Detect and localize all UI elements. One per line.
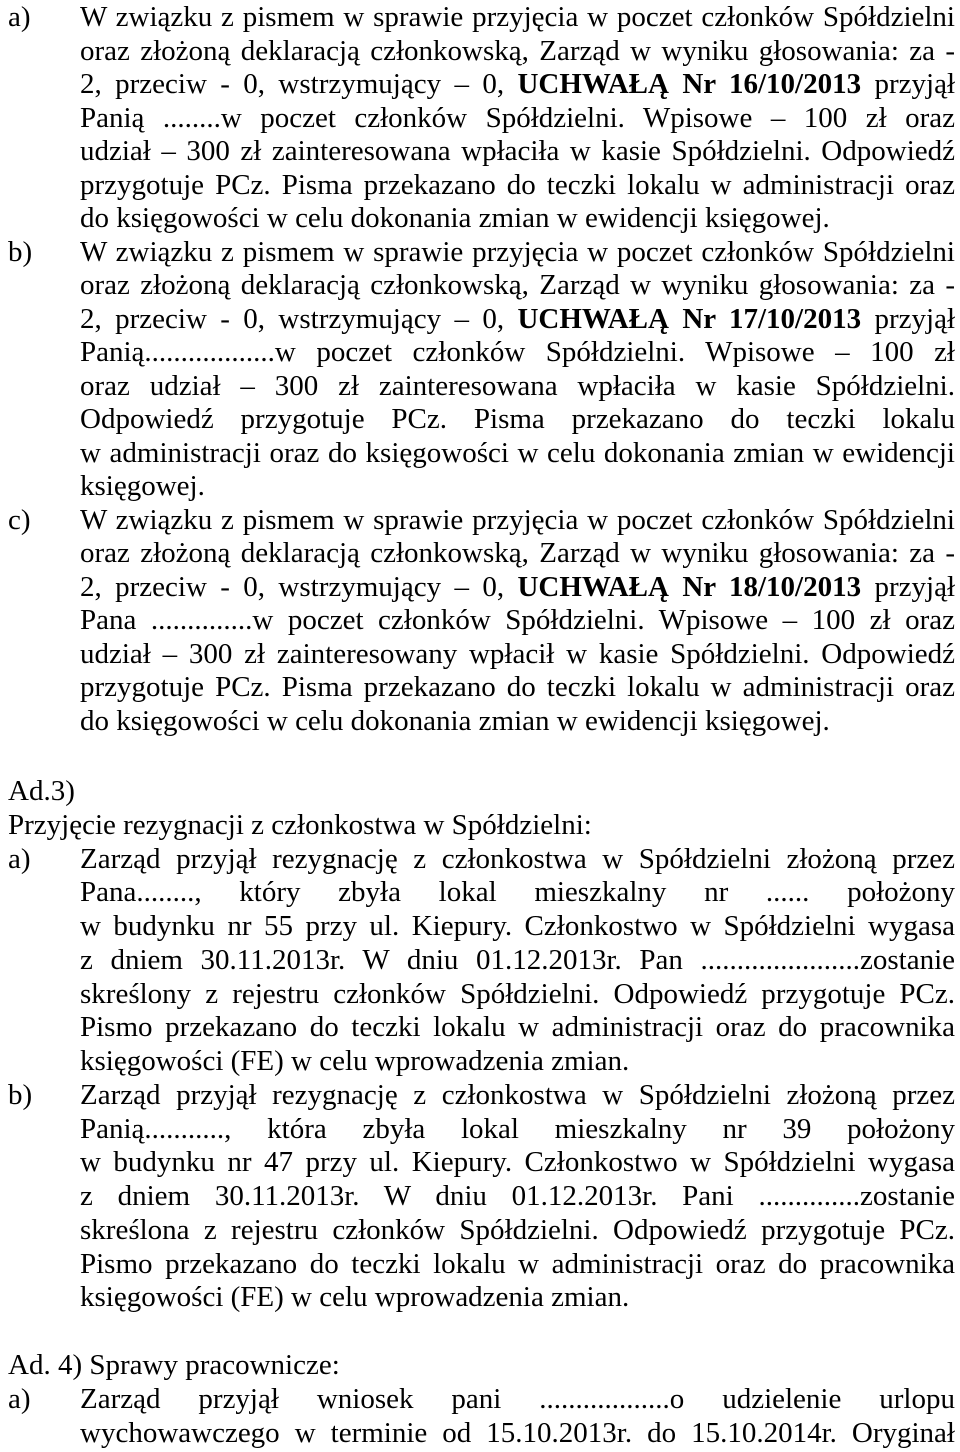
blank-line — [8, 738, 955, 775]
text-fragment: 2, przeciw - 0, wstrzymujący – 0, — [80, 68, 505, 101]
item-text — [80, 843, 955, 1079]
text-line: skreślona z rejestru członków Spółdzielni. Odpowiedź przygotuje PCz. — [80, 1213, 955, 1246]
text-line: Panią ........w poczet członków Spółdzielni. Wpisowe – 100 zł oraz — [80, 101, 955, 134]
text-line: w budynku nr 55 przy ul. Kiepury. Członkostwo w Spółdzielni wygasa — [80, 910, 955, 943]
item-label: a) — [8, 1, 31, 33]
resignation-item-a — [8, 843, 955, 1079]
text-line: oraz złożoną deklaracją członkowską, Zarząd w wyniku głosowania: za - — [80, 34, 955, 67]
item-label: a) — [8, 842, 31, 875]
item-text — [80, 236, 955, 504]
text-line: udział – 300 zł zainteresowana wpłaciła w kasie Spółdzielni. Odpowiedź — [80, 135, 955, 168]
text-line: Zarząd przyjął rezygnację z członkostwa w Spółdzielni złożoną przez — [80, 1078, 955, 1111]
text-line: W związku z pismem w sprawie przyjęcia w poczet członków Spółdzielni — [80, 1, 955, 33]
admission-item-c — [8, 504, 955, 739]
text-line — [80, 68, 955, 102]
text-line: z dniem 30.11.2013r. W dniu 01.12.2013r. Pani ..............zostanie — [80, 1180, 955, 1213]
text-fragment: 2, przeciw - 0, wstrzymujący – 0, — [80, 302, 505, 335]
text-line: W związku z pismem w sprawie przyjęcia w poczet członków Spółdzielni — [80, 235, 955, 268]
text-line: oraz udział – 300 zł zainteresowana wpłaciła w kasie Spółdzielni. — [80, 369, 955, 402]
section-heading-ad3: Ad.3) — [8, 775, 75, 808]
item-text — [80, 504, 955, 739]
text-fragment: przyjął — [874, 302, 955, 335]
admission-item-a — [8, 1, 955, 236]
text-line — [80, 303, 955, 337]
section-title: Przyjęcie rezygnacji z członkostwa w Spółdzielni: — [8, 808, 592, 841]
admissions-section — [8, 1, 955, 738]
text-line: do księgowości w celu dokonania zmian w ewidencji księgowej. — [80, 704, 830, 737]
text-line: księgowości (FE) w celu wprowadzenia zmian. — [80, 1281, 630, 1314]
item-label: b) — [8, 1078, 33, 1111]
resignation-item-b — [8, 1079, 955, 1315]
staff-item-a — [8, 1383, 955, 1451]
admission-item-b — [8, 236, 955, 504]
text-line: Pana ..............w poczet członków Spółdzielni. Wpisowe – 100 zł oraz — [80, 604, 955, 637]
item-text — [80, 1383, 955, 1451]
item-label: b) — [8, 235, 33, 268]
item-label: a) — [8, 1382, 31, 1415]
text-line: Panią..................w poczet członków Spółdzielni. Wpisowe – 100 zł — [80, 336, 955, 369]
text-fragment: 2, przeciw - 0, wstrzymujący – 0, — [80, 570, 505, 603]
text-line: Pana........, który zbyła lokal mieszkalny nr ...... położony — [80, 876, 955, 909]
text-line: do księgowości w celu dokonania zmian w ewidencji księgowej. — [80, 202, 830, 235]
text-fragment: przyjął — [874, 68, 955, 101]
text-fragment: przyjął — [874, 570, 955, 603]
section-heading-ad4: Ad. 4) Sprawy pracownicze: — [8, 1349, 340, 1382]
ad4-section — [8, 1349, 955, 1450]
text-line: wychowawczego w terminie od 15.10.2013r. do 15.10.2014r. Oryginał — [80, 1416, 955, 1449]
blank-line — [8, 1315, 955, 1349]
text-line: w administracji oraz do księgowości w celu dokonania zmian w ewidencji — [80, 436, 955, 469]
item-text — [80, 1, 955, 236]
text-line: Zarząd przyjął wniosek pani ..................o udzielenie urlopu — [80, 1382, 955, 1415]
resolution-number: UCHWAŁĄ Nr 18/10/2013 — [517, 570, 862, 603]
text-line: udział – 300 zł zainteresowany wpłacił w kasie Spółdzielni. Odpowiedź — [80, 637, 955, 670]
resolution-number: UCHWAŁĄ Nr 16/10/2013 — [517, 68, 862, 101]
text-line: W związku z pismem w sprawie przyjęcia w poczet członków Spółdzielni — [80, 503, 955, 536]
text-line: Zarząd przyjął rezygnację z członkostwa w Spółdzielni złożoną przez — [80, 842, 955, 875]
text-line: księgowej. — [80, 470, 205, 503]
text-line: księgowości (FE) w celu wprowadzenia zmian. — [80, 1045, 630, 1078]
resolution-number: UCHWAŁĄ Nr 17/10/2013 — [517, 302, 862, 335]
ad3-section — [8, 775, 955, 1315]
text-line: przygotuje PCz. Pisma przekazano do teczki lokalu w administracji oraz — [80, 168, 955, 201]
text-line: Panią..........., która zbyła lokal mieszkalny nr 39 położony — [80, 1112, 955, 1145]
text-line: oraz złożoną deklaracją członkowską, Zarząd w wyniku głosowania: za - — [80, 537, 955, 570]
text-line: Pismo przekazano do teczki lokalu w administracji oraz do pracownika — [80, 1247, 955, 1280]
text-line — [80, 571, 955, 605]
text-line: oraz złożoną deklaracją członkowską, Zarząd w wyniku głosowania: za - — [80, 269, 955, 302]
item-text — [80, 1079, 955, 1315]
text-line: Odpowiedź przygotuje PCz. Pisma przekazano do teczki lokalu — [80, 403, 955, 436]
text-line: skreślony z rejestru członków Spółdzielni. Odpowiedź przygotuje PCz. — [80, 977, 955, 1010]
text-line: z dniem 30.11.2013r. W dniu 01.12.2013r. Pan ......................zostanie — [80, 943, 955, 976]
text-line: Pismo przekazano do teczki lokalu w administracji oraz do pracownika — [80, 1011, 955, 1044]
item-label: c) — [8, 503, 31, 536]
text-line: przygotuje PCz. Pisma przekazano do teczki lokalu w administracji oraz — [80, 671, 955, 704]
text-line: w budynku nr 47 przy ul. Kiepury. Członkostwo w Spółdzielni wygasa — [80, 1146, 955, 1179]
